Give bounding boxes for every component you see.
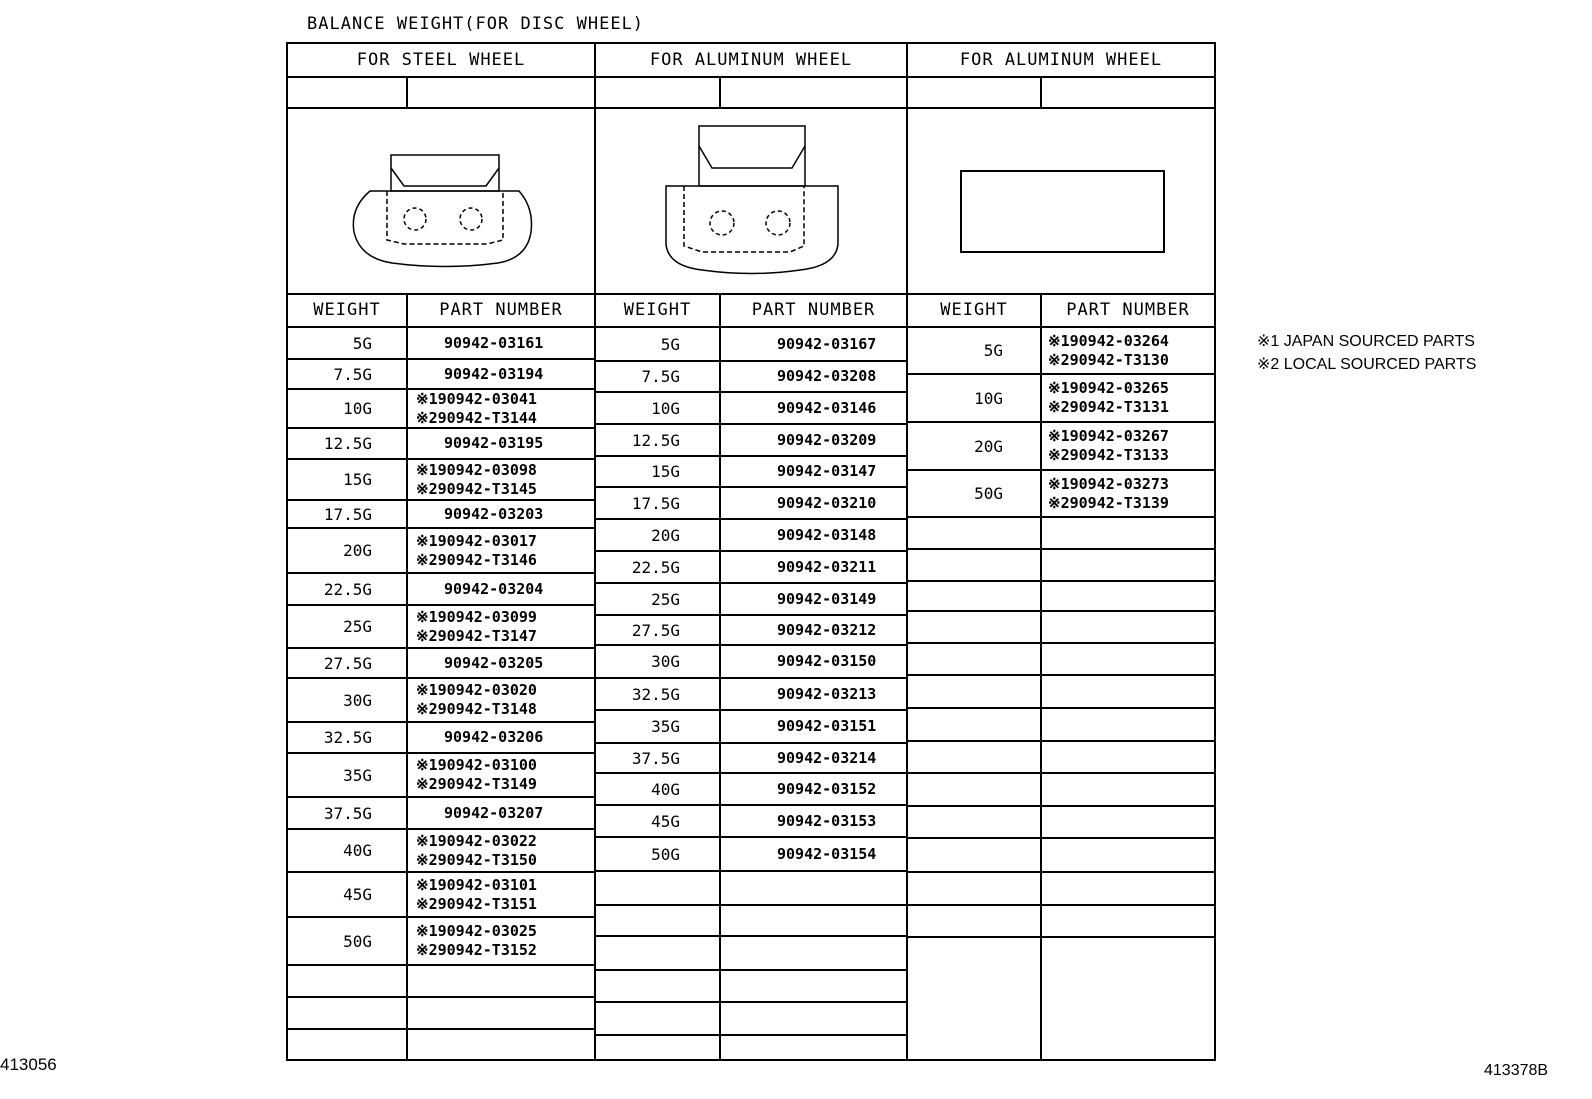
table-row <box>288 501 594 529</box>
table-row <box>288 574 594 606</box>
weight-cell: 10G <box>974 388 1003 408</box>
part-number: 90942-03209 <box>777 430 877 449</box>
table-row <box>288 649 594 679</box>
part-number-cell <box>416 460 537 499</box>
part-number-cell <box>749 584 876 614</box>
weight-cell: 7.5G <box>641 367 680 386</box>
legend-item-local: ※2 LOCAL SOURCED PARTS <box>1257 356 1477 373</box>
weight-cell: 32.5G <box>631 684 680 704</box>
table-row <box>596 838 906 872</box>
weight-cell: 37.5G <box>323 803 372 823</box>
part-number: ※290942-T3149 <box>416 775 537 793</box>
table-row <box>908 906 1214 938</box>
table-row <box>288 873 594 918</box>
part-number: ※190942-03264 <box>1048 331 1169 350</box>
part-number-cell <box>416 360 543 388</box>
part-number: ※190942-03020 <box>416 681 537 699</box>
weight-cell: 40G <box>651 779 680 799</box>
weight-cell: 7.5G <box>333 364 372 384</box>
weight-cell <box>596 872 680 904</box>
aluminum-clip-weight-icon <box>666 126 838 274</box>
weight-cell: 22.5G <box>323 579 372 599</box>
weight-cell: 45G <box>651 811 680 831</box>
part-number-cell <box>749 393 876 423</box>
part-number-cell <box>1048 375 1169 421</box>
part-number: 90942-03210 <box>777 493 877 512</box>
table-row <box>288 998 594 1030</box>
weight-cell: 32.5G <box>323 728 372 747</box>
weight-cell: 25G <box>343 617 372 636</box>
weight-cell <box>288 998 372 1028</box>
alu1-part-col-header: PART NUMBER <box>751 300 876 320</box>
part-number: 90942-03153 <box>777 811 877 830</box>
alu1-weight-col-header: WEIGHT <box>623 300 692 320</box>
weight-cell <box>908 676 1003 707</box>
part-number-cell <box>749 711 876 742</box>
part-number: ※290942-T3145 <box>416 479 537 498</box>
part-number-cell <box>749 744 876 772</box>
weight-cell: 10G <box>343 399 372 418</box>
table-row <box>596 362 906 393</box>
legend <box>1257 330 1476 376</box>
steel-weight-icon <box>353 155 531 267</box>
part-number-cell <box>416 798 543 828</box>
part-number: ※290942-T3147 <box>416 626 537 645</box>
table-row <box>288 390 594 429</box>
table-row <box>596 552 906 584</box>
part-number: ※190942-03025 <box>416 922 537 940</box>
table-row <box>596 488 906 520</box>
table-row <box>288 460 594 501</box>
table-row <box>908 582 1214 612</box>
part-number-cell <box>749 488 876 518</box>
alu2-part-col-header: PART NUMBER <box>1066 300 1190 320</box>
weight-cell <box>596 1036 680 1069</box>
alu2-weight-col-header: WEIGHT <box>940 300 1008 320</box>
table-row <box>596 393 906 425</box>
adhesive-weight-icon <box>961 171 1164 252</box>
part-number: 90942-03152 <box>777 779 877 798</box>
part-number-cell <box>749 425 876 455</box>
part-number-cell <box>749 552 876 582</box>
table-row <box>908 807 1214 839</box>
part-number: ※190942-03022 <box>416 831 537 850</box>
part-number-cell <box>749 646 876 677</box>
weight-cell: 25G <box>651 589 680 609</box>
part-number: ※290942-T3139 <box>1048 493 1169 512</box>
weight-cell: 5G <box>352 333 372 353</box>
weight-cell: 5G <box>660 334 680 354</box>
part-number-cell <box>416 679 537 721</box>
part-number: 90942-03214 <box>777 748 877 767</box>
weight-cell <box>596 906 680 935</box>
part-number-cell <box>1048 328 1169 373</box>
table-row <box>596 679 906 711</box>
part-number-cell <box>749 520 876 550</box>
figure-id-right: 413378B <box>1484 1062 1549 1079</box>
weight-cell <box>908 938 1003 971</box>
part-number: 90942-03211 <box>777 557 877 576</box>
table-row <box>596 616 906 646</box>
weight-cell <box>908 873 1003 904</box>
weight-cell: 40G <box>343 841 372 860</box>
weight-cell: 12.5G <box>323 434 372 453</box>
weight-cell: 15G <box>651 462 680 481</box>
table-row <box>288 360 594 390</box>
part-number-cell <box>416 501 543 527</box>
part-number: 90942-03161 <box>444 333 544 352</box>
steel-part-col-header: PART NUMBER <box>439 300 563 320</box>
table-row <box>596 937 906 971</box>
table-row <box>596 425 906 457</box>
table-row <box>908 518 1214 550</box>
weight-cell <box>908 582 1003 610</box>
part-number-cell <box>1048 423 1169 469</box>
weight-cell <box>908 550 1003 580</box>
table-row <box>288 966 594 998</box>
table-row <box>596 328 906 362</box>
part-number: 90942-03208 <box>777 367 877 385</box>
part-number-cell <box>749 774 876 804</box>
part-number-cell <box>416 574 543 604</box>
steel-wheel-header: FOR STEEL WHEEL <box>356 50 526 70</box>
part-number: 90942-03147 <box>777 462 877 480</box>
table-row <box>288 754 594 798</box>
weight-cell: 45G <box>343 885 372 904</box>
part-number: ※290942-T3133 <box>1048 446 1169 464</box>
weight-cell <box>908 807 1003 837</box>
part-number-cell <box>416 754 537 796</box>
weight-cell <box>908 709 1003 740</box>
part-number: ※290942-T3148 <box>416 700 537 718</box>
part-number: 90942-03149 <box>777 589 877 608</box>
weight-cell <box>908 644 1003 674</box>
part-number: 90942-03151 <box>777 717 877 735</box>
part-number-cell <box>416 830 537 871</box>
table-row <box>596 806 906 838</box>
weight-cell: 35G <box>343 765 372 785</box>
table-row <box>908 873 1214 906</box>
part-number: ※190942-03267 <box>1048 427 1169 445</box>
table-row <box>908 774 1214 807</box>
weight-cell: 20G <box>651 525 680 545</box>
table-row <box>596 520 906 552</box>
weight-cell <box>288 966 372 996</box>
table-row <box>596 744 906 774</box>
part-number: 90942-03195 <box>444 434 544 452</box>
part-number: ※290942-T3144 <box>416 408 537 427</box>
weight-cell: 15G <box>343 470 372 489</box>
part-number: ※290942-T3131 <box>1048 398 1169 416</box>
table-row <box>596 774 906 806</box>
part-number-cell <box>749 362 876 391</box>
weight-cell: 50G <box>343 931 372 951</box>
part-number-cell <box>416 649 543 677</box>
weight-cell: 20G <box>343 541 372 560</box>
part-number: 90942-03207 <box>444 803 544 822</box>
table-row <box>288 606 594 649</box>
weight-cell: 30G <box>343 690 372 710</box>
part-number: 90942-03146 <box>777 398 877 417</box>
weight-cell <box>288 1030 372 1062</box>
table-row <box>596 457 906 488</box>
part-number: ※190942-03099 <box>416 607 537 626</box>
part-number: ※190942-03265 <box>1048 379 1169 397</box>
aluminum-wheel-header-2: FOR ALUMINUM WHEEL <box>959 50 1163 70</box>
part-number: ※190942-03273 <box>1048 474 1169 493</box>
weight-cell <box>908 742 1003 772</box>
table-row <box>908 742 1214 774</box>
weight-cell: 27.5G <box>323 653 372 673</box>
part-number-cell <box>416 606 537 647</box>
part-number: 90942-03167 <box>777 334 877 353</box>
weight-cell: 22.5G <box>631 557 680 577</box>
table-row <box>908 676 1214 709</box>
weight-cell <box>908 612 1003 642</box>
part-number: ※290942-T3146 <box>416 550 537 569</box>
table-row <box>288 1030 594 1062</box>
table-row <box>288 830 594 873</box>
table-row <box>288 798 594 830</box>
weight-cell <box>596 937 680 969</box>
table-row <box>288 328 594 360</box>
weight-cell: 20G <box>974 436 1003 456</box>
table-row <box>596 711 906 744</box>
part-number: ※190942-03101 <box>416 875 537 894</box>
weight-cell <box>908 906 1003 936</box>
table-row <box>908 375 1214 423</box>
part-number-cell <box>749 328 876 360</box>
table-row <box>908 423 1214 471</box>
table-row <box>908 550 1214 582</box>
part-number: 90942-03148 <box>777 525 877 544</box>
part-number: ※190942-03098 <box>416 460 537 479</box>
table-row <box>596 971 906 1003</box>
part-number: 90942-03206 <box>444 728 544 746</box>
part-number-cell <box>416 529 537 572</box>
weight-cell: 12.5G <box>631 430 680 450</box>
part-number-cell <box>749 457 876 486</box>
aluminum-wheel-header-1: FOR ALUMINUM WHEEL <box>649 50 853 70</box>
weight-cell <box>908 839 1003 871</box>
part-number-cell <box>416 873 537 916</box>
table-row <box>596 584 906 616</box>
part-number: ※290942-T3130 <box>1048 350 1169 369</box>
weight-cell <box>596 1003 680 1034</box>
part-number: 90942-03213 <box>777 684 877 703</box>
part-number: 90942-03154 <box>777 844 877 863</box>
weight-cell: 50G <box>651 844 680 864</box>
steel-weight-col-header: WEIGHT <box>313 300 381 320</box>
figure-id-left: 413056 <box>0 1055 57 1074</box>
part-number: 90942-03205 <box>444 653 544 672</box>
weight-cell: 35G <box>651 717 680 736</box>
table-row <box>288 918 594 966</box>
weight-cell: 37.5G <box>631 748 680 768</box>
weight-cell: 17.5G <box>323 504 372 524</box>
table-row <box>596 872 906 906</box>
table-row <box>288 429 594 460</box>
weight-cell: 50G <box>974 484 1003 503</box>
weight-cell: 17.5G <box>631 493 680 513</box>
part-number: ※290942-T3150 <box>416 850 537 869</box>
table-row <box>908 938 1214 971</box>
part-number: 90942-03212 <box>777 620 877 639</box>
table-row <box>908 328 1214 375</box>
part-number: 90942-03194 <box>444 364 544 383</box>
weight-cell: 5G <box>983 341 1003 360</box>
table-row <box>908 709 1214 742</box>
table-row <box>908 612 1214 644</box>
weight-cell: 30G <box>651 652 680 671</box>
part-number: ※290942-T3152 <box>416 941 537 959</box>
table-row <box>596 646 906 679</box>
table-row <box>596 1003 906 1036</box>
weight-cell <box>596 971 680 1001</box>
table-row <box>908 839 1214 873</box>
part-number-cell <box>749 679 876 709</box>
weight-cell: 10G <box>651 398 680 418</box>
part-number-cell <box>416 918 537 964</box>
weight-cell: 27.5G <box>631 620 680 640</box>
part-number: 90942-03203 <box>444 504 544 523</box>
table-row <box>288 723 594 754</box>
part-number: 90942-03150 <box>777 652 877 670</box>
table-row <box>288 529 594 574</box>
diagram-title: BALANCE WEIGHT(FOR DISC WHEEL) <box>307 14 645 34</box>
part-number-cell <box>416 390 537 427</box>
part-number-cell <box>416 328 543 358</box>
part-number: ※290942-T3151 <box>416 894 537 913</box>
part-number: ※190942-03041 <box>416 389 537 408</box>
table-row <box>596 1036 906 1069</box>
part-number-cell <box>749 616 876 644</box>
part-number-cell <box>1048 471 1169 516</box>
table-row <box>908 471 1214 518</box>
part-number: ※190942-03017 <box>416 531 537 550</box>
part-number: 90942-03204 <box>444 579 544 598</box>
table-row <box>908 644 1214 676</box>
part-number-cell <box>416 723 543 752</box>
table-row <box>596 906 906 937</box>
part-number-cell <box>416 429 543 458</box>
weight-cell <box>908 518 1003 548</box>
table-row <box>288 679 594 723</box>
weight-cell <box>908 774 1003 805</box>
part-number-cell <box>749 838 876 870</box>
legend-item-japan: ※1 JAPAN SOURCED PARTS <box>1257 333 1475 350</box>
part-number-cell <box>749 806 876 836</box>
part-number: ※190942-03100 <box>416 756 537 774</box>
